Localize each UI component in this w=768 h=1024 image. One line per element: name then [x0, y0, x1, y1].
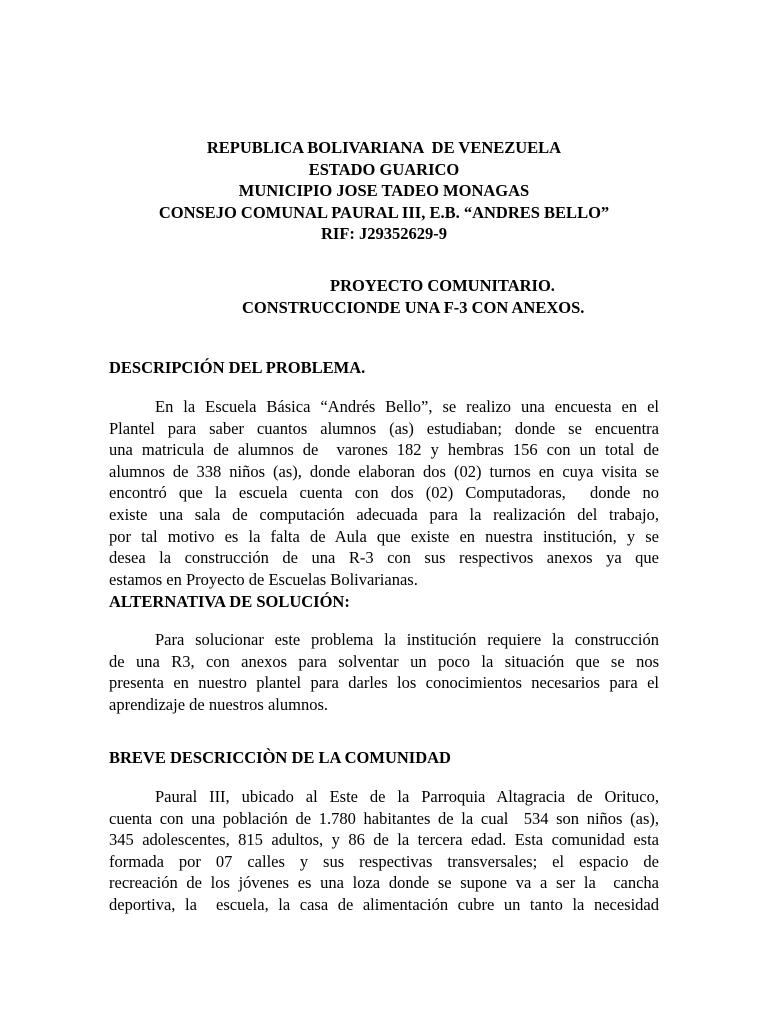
section-heading-problem: DESCRIPCIÓN DEL PROBLEMA.	[109, 358, 366, 377]
section-heading-solution: ALTERNATIVA DE SOLUCIÓN:	[109, 592, 350, 611]
section-body-solution	[109, 629, 659, 715]
paragraph-line: recreación de los jóvenes es una loza donde se supone va a ser la cancha	[109, 873, 659, 893]
paragraph-line: una matricula de alumnos de varones 182 y hembras 156 con un total de	[109, 440, 659, 460]
letterhead	[0, 137, 768, 245]
paragraph-line: encontró que la escuela cuenta con dos (02) Computadoras, donde no	[109, 483, 659, 503]
paragraph-line: Para solucionar este problema la institución requiere la construcción	[155, 630, 659, 649]
header-state: ESTADO GUARICO	[308, 159, 460, 179]
header-country: REPUBLICA BOLIVARIANA DE VENEZUELA	[206, 138, 562, 157]
header-council: CONSEJO COMUNAL PAURAL III, E.B. “ANDRES BELLO”	[158, 202, 610, 222]
paragraph-line: Paural III, ubicado al Este de la Parroquia Altagracia de Orituco,	[155, 787, 659, 806]
section-heading-community: BREVE DESCRICCIÒN DE LA COMUNIDAD	[109, 748, 451, 767]
paragraph-line: 345 adolescentes, 815 adultos, y 86 de la tercera edad. Esta comunidad esta	[109, 830, 659, 850]
paragraph-line: existe una sala de computación adecuada para la realización del trabajo,	[109, 504, 659, 524]
section-body-community	[109, 786, 659, 916]
header-municipality: MUNICIPIO JOSE TADEO MONAGAS	[238, 181, 530, 201]
paragraph-line: de una R3, con anexos para solventar un poco la situación que se nos	[109, 651, 659, 671]
paragraph-line: por tal motivo es la falta de Aula que existe en nuestra institución, y se	[109, 526, 659, 546]
paragraph-line: Plantel para saber cuantos alumnos (as) estudiaban; donde se encuentra	[109, 418, 659, 438]
paragraph-line: cuenta con una población de 1.780 habitantes de la cual 534 son niños (as),	[109, 808, 659, 828]
project-title-line-2: CONSTRUCCIONDE UNA F-3 CON ANEXOS.	[242, 297, 585, 317]
paragraph-line: presenta en nuestro plantel para darles los conocimientos necesarios para el	[109, 673, 659, 693]
paragraph-line: estamos en Proyecto de Escuelas Bolivarianas.	[109, 569, 418, 589]
paragraph-line: desea la construcción de una R-3 con sus respectivos anexos ya que	[109, 548, 659, 568]
paragraph-line: En la Escuela Básica “Andrés Bello”, se realizo una encuesta en el	[155, 397, 659, 416]
paragraph-line: aprendizaje de nuestros alumnos.	[109, 694, 329, 714]
header-rif: RIF: J29352629-9	[320, 224, 448, 244]
project-title-line-1: PROYECTO COMUNITARIO.	[330, 276, 555, 295]
paragraph-line: deportiva, la escuela, la casa de alimentación cubre un tanto la necesidad	[109, 894, 659, 914]
paragraph-line: formada por 07 calles y sus respectivas transversales; el espacio de	[109, 851, 659, 871]
section-body-problem	[109, 396, 659, 590]
paragraph-line: alumnos de 338 niños (as), donde elaboran dos (02) turnos en cuya visita se	[109, 461, 659, 481]
